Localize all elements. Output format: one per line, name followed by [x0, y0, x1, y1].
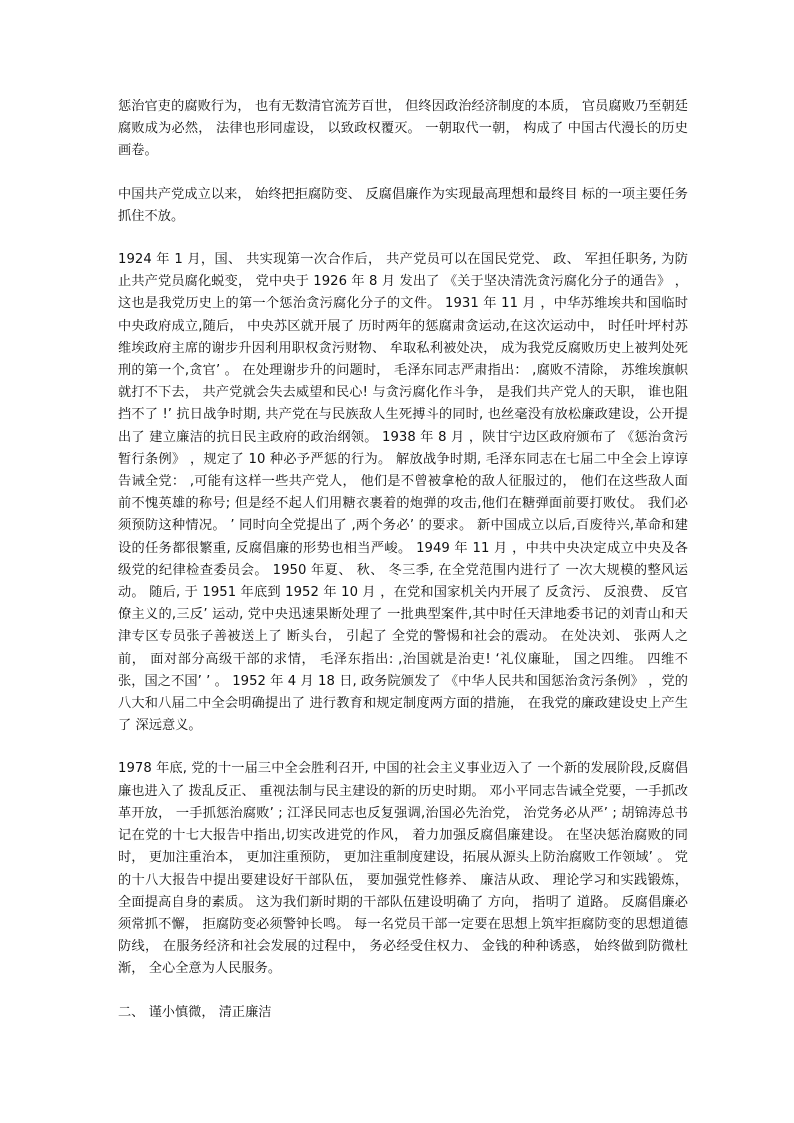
- paragraph-party-mission: 中国共产党成立以来， 始终把拒腐防变、 反腐倡廉作为实现最高理想和最终目 标的一项主要任务抓住不放。: [118, 186, 688, 224]
- paragraph-ancient-corruption: 惩治官吏的腐败行为， 也有无数清官流芳百世， 但终因政治经济制度的本质， 官员腐败乃至朝廷腐败成为必然， 法律也形同虚设， 以致政权覆灭。 一朝取代一朝， 构成了 中国古代漫长的历史画卷。: [118, 99, 688, 159]
- document-page: [118, 96, 688, 1024]
- section-heading: 二、 谨小慎微， 清正廉洁: [118, 1004, 272, 1020]
- paragraph-history-1924-1952: 1924 年 1 月，国、 共实现第一次合作后， 共产党员可以在国民党党、 政、 军担任职务, 为防止共产党员腐化蜕变， 党中央于 1926 年 8 月 发出了 《关于坚决清洗贪污腐化分子的通告》 ， 这也是我党历史上的第一个惩治贪污腐化分子的文件。 1931 年 11 月 ，中华苏维埃共和国临时中央政府成立,随后， 中央苏区就开展了 历时两年的惩腐肃贪运动,在这次运动中， 时任叶坪村苏维埃政府主席的谢步升因利用职权贪污财物、 牟取私利被处决， 成为我党反腐败历史上被判处死刑的第一个,贪官’ 。 在处理谢步升的问题时， 毛泽东同志严肃指出： ,腐败不清除， 苏维埃旗帜就打不下去， 共产党就会失去威望和民心! 与贪污腐化作斗争， 是我们共产党人的天职， 谁也阻挡不了 !’ 抗日战争时期, 共产党在与民族敌人生死搏斗的同时, 也丝毫没有放松廉政建设，公开提出了 建立廉洁的抗日民主政府的政治纲领。 1938 年 8 月 ，陕甘宁边区政府颁布了 《惩治贪污暂行条例》 ，规定了 10 种必予严惩的行为。 解放战争时期, 毛泽东同志在七届二中全会上谆谆告诫全党： ,可能有这样一些共产党人， 他们是不曾被拿枪的敌人征服过的， 他们在这些敌人面前不愧英雄的称号; 但是经不起人们用糖衣裹着的炮弹的攻击,他们在糖弹面前要打败仗。 我们必须预防这种情况。 ’ 同时向全党提出了 ,两个务必’ 的要求。 新中国成立以后,百废待兴,革命和建设的任务都很繁重, 反腐倡廉的形势也相当严峻。 1949 年 11 月 ，中共中央决定成立中央及各级党的纪律检查委员会。 1950 年夏、 秋、 冬三季, 在全党范围内进行了 一次大规模的整风运动。 随后, 于 1951 年底到 1952 年 10 月 ，在党和国家机关内开展了 反贪污、 反浪费、 反官僚主义的,三反’ 运动, 党中央迅速果断处理了 一批典型案件,其中时任天津地委书记的刘青山和天津专区专员张子善被送上了 断头台， 引起了 全党的警惕和社会的震动。 在处决刘、 张两人之前， 面对部分高级干部的求情， 毛泽东指出: ,治国就是治吏! ‘礼仪廉耻， 国之四维。 四维不张，国之不国’ ’ 。 1952 年 4 月 18 日, 政务院颁发了 《中华人民共和国惩治贪污条例》 ，党的八大和八届二中全会明确提出了 进行教育和规定制度两方面的措施， 在我党的廉政建设史上产生了 深远意义。: [118, 252, 688, 734]
- paragraph-reform-era: 1978 年底, 党的十一届三中全会胜利召开, 中国的社会主义事业迈入了 一个新的发展阶段,反腐倡廉也进入了 拨乱反正、 重视法制与民主建设的新的历史时期。 邓小平同志告诫全党要，一手抓改革开放， 一手抓惩治腐败’ ; 江泽民同志也反复强调,治国必先治党， 治党务必从严’ ; 胡锦涛总书记在党的十七大报告中指出,切实改进党的作风， 着力加强反腐倡廉建设。 在坚决惩治腐败的同时， 更加注重治本， 更加注重预防， 更加注重制度建设，拓展从源头上防治腐败工作领域’ 。 党的十八大报告中提出要建设好干部队伍， 要加强党性修养、 廉洁从政、 理论学习和实践锻炼， 全面提高自身的素质。 这为我们新时期的干部队伍建设明确了 方向， 指明了 道路。 反腐倡廉必须常抓不懈， 拒腐防变必须警钟长鸣。 每一名党员干部一定要在思想上筑牢拒腐防变的思想道德防线， 在服务经济和社会发展的过程中， 务必经受住权力、 金钱的种种诱惑， 始终做到防微杜渐， 全心全意为人民服务。: [118, 761, 688, 977]
